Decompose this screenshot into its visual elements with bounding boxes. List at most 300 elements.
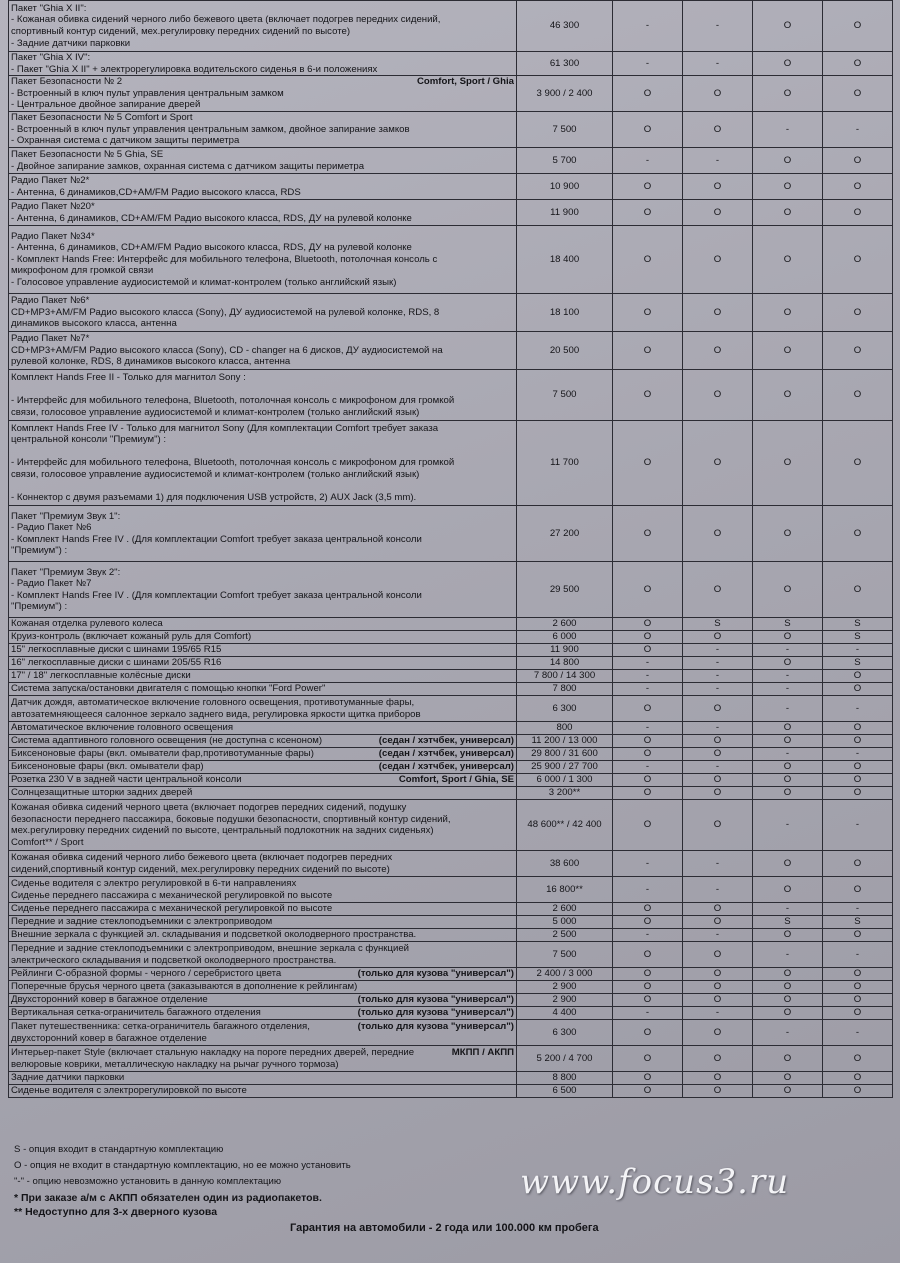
trim-availability-mark: O: [683, 226, 753, 294]
trim-availability-mark: O: [823, 1046, 893, 1072]
trim-availability-mark: S: [823, 916, 893, 929]
trim-availability-mark: -: [613, 1007, 683, 1020]
option-description: Вертикальная сетка-ограничитель багажного отделения: [11, 1007, 261, 1019]
trim-availability-mark: O: [753, 787, 823, 800]
table-row: [9, 851, 893, 877]
trim-availability-mark: O: [753, 52, 823, 76]
option-description: Кожаная отделка рулевого колеса: [11, 618, 163, 630]
option-price: 38 600: [517, 851, 613, 877]
option-note: (седан / хэтчбек, универсал): [378, 761, 514, 773]
option-description-cell: [9, 903, 517, 916]
table-row: [9, 174, 893, 200]
option-price: 18 100: [517, 294, 613, 332]
trim-availability-mark: O: [683, 774, 753, 787]
option-description-cell: [9, 631, 517, 644]
option-description-cell: [9, 1007, 517, 1020]
table-row: [9, 370, 893, 421]
trim-availability-mark: O: [683, 506, 753, 562]
option-price: 7 500: [517, 942, 613, 968]
trim-availability-mark: O: [613, 200, 683, 226]
option-price: 27 200: [517, 506, 613, 562]
trim-availability-mark: S: [823, 631, 893, 644]
trim-availability-mark: O: [613, 76, 683, 112]
trim-availability-mark: O: [613, 748, 683, 761]
trim-availability-mark: O: [613, 506, 683, 562]
option-price: 2 600: [517, 618, 613, 631]
trim-availability-mark: O: [823, 226, 893, 294]
trim-availability-mark: O: [823, 1085, 893, 1098]
trim-availability-mark: O: [613, 916, 683, 929]
table-row: [9, 1072, 893, 1085]
option-price: 2 500: [517, 929, 613, 942]
option-description: Биксеноновые фары (вкл. омыватели фар): [11, 761, 204, 773]
option-description-cell: [9, 506, 517, 562]
table-row: [9, 200, 893, 226]
option-description: Система запуска/остановки двигателя с помощью кнопки "Ford Power": [11, 683, 326, 695]
trim-availability-mark: O: [613, 735, 683, 748]
table-row: [9, 506, 893, 562]
option-price: 2 400 / 3 000: [517, 968, 613, 981]
option-description-cell: [9, 226, 517, 294]
trim-availability-mark: O: [683, 421, 753, 506]
trim-availability-mark: -: [753, 1020, 823, 1046]
trim-availability-mark: O: [823, 787, 893, 800]
trim-availability-mark: O: [613, 903, 683, 916]
option-price: 46 300: [517, 1, 613, 52]
trim-availability-mark: S: [753, 916, 823, 929]
options-table-body: [9, 1, 893, 1098]
option-description: 17" / 18" легкосплавные колёсные диски: [11, 670, 191, 682]
trim-availability-mark: O: [823, 683, 893, 696]
option-description-cell: [9, 112, 517, 148]
option-description: Солнцезащитные шторки задних дверей: [11, 787, 193, 799]
option-description: Пакет "Ghia X II": - Кожаная обивка сидений черного либо бежевого цвета (включает подогрев передних сидений, спортивный контур сидений, мех.регулировку передних сидений по высоте) - Задние датчики парковки: [11, 2, 441, 49]
table-row: [9, 657, 893, 670]
table-row: [9, 332, 893, 370]
trim-availability-mark: O: [823, 1072, 893, 1085]
option-price: 11 200 / 13 000: [517, 735, 613, 748]
option-description-cell: [9, 981, 517, 994]
trim-availability-mark: O: [823, 994, 893, 1007]
table-row: [9, 112, 893, 148]
trim-availability-mark: -: [613, 851, 683, 877]
option-description: Датчик дождя, автоматическое включение головного освещения, противотуманные фары, автозатемняющееся салонное зеркало заднего вида, регулировка яркости щитка приборов: [11, 697, 421, 720]
trim-availability-mark: O: [613, 562, 683, 618]
trim-availability-mark: O: [753, 877, 823, 903]
option-description: Передние и задние стеклоподъемники с электроприводом, внешние зеркала с функцией электрического складывания и подсветкой околодверного пространства.: [11, 943, 410, 966]
option-description: Внешние зеркала с функцией эл. складывания и подсветкой околодверного пространства.: [11, 929, 417, 941]
trim-availability-mark: O: [823, 774, 893, 787]
table-row: [9, 787, 893, 800]
table-row: [9, 774, 893, 787]
trim-availability-mark: -: [613, 929, 683, 942]
option-description-cell: [9, 562, 517, 618]
option-description-cell: [9, 52, 517, 76]
option-description: Сиденье переднего пассажира с механической регулировкой по высоте: [11, 903, 333, 915]
trim-availability-mark: O: [823, 761, 893, 774]
option-price: 48 600** / 42 400: [517, 800, 613, 851]
trim-availability-mark: O: [823, 929, 893, 942]
trim-availability-mark: O: [613, 370, 683, 421]
table-row: [9, 748, 893, 761]
table-row: [9, 735, 893, 748]
trim-availability-mark: O: [753, 1007, 823, 1020]
option-description: Задние датчики парковки: [11, 1072, 125, 1084]
trim-availability-mark: -: [683, 761, 753, 774]
trim-availability-mark: O: [753, 1046, 823, 1072]
option-description: Двухсторонний ковер в багажное отделение: [11, 994, 208, 1006]
trim-availability-mark: O: [753, 994, 823, 1007]
legend-optional: O - опция не входит в стандартную комплектацию, но ее можно установить: [14, 1160, 351, 1171]
trim-availability-mark: -: [613, 722, 683, 735]
table-row: [9, 942, 893, 968]
trim-availability-mark: O: [823, 148, 893, 174]
option-price: 3 900 / 2 400: [517, 76, 613, 112]
trim-availability-mark: -: [613, 1, 683, 52]
option-description: Радио Пакет №2* - Антенна, 6 динамиков,CD+AM/FM Радио высокого класса, RDS: [11, 175, 301, 198]
trim-availability-mark: O: [683, 968, 753, 981]
trim-availability-mark: O: [823, 332, 893, 370]
option-description-cell: [9, 942, 517, 968]
option-description-cell: [9, 877, 517, 903]
trim-availability-mark: O: [753, 774, 823, 787]
trim-availability-mark: O: [753, 631, 823, 644]
trim-availability-mark: -: [683, 657, 753, 670]
option-price: 800: [517, 722, 613, 735]
trim-availability-mark: O: [753, 851, 823, 877]
trim-availability-mark: -: [823, 903, 893, 916]
table-row: [9, 994, 893, 1007]
option-description-cell: [9, 1072, 517, 1085]
trim-availability-mark: O: [753, 294, 823, 332]
trim-availability-mark: O: [753, 968, 823, 981]
table-row: [9, 644, 893, 657]
trim-availability-mark: -: [753, 696, 823, 722]
trim-availability-mark: -: [753, 644, 823, 657]
table-row: [9, 226, 893, 294]
trim-availability-mark: -: [683, 683, 753, 696]
option-description-cell: [9, 76, 517, 112]
option-description: Радио Пакет №34* - Антенна, 6 динамиков, CD+AM/FM Радио высокого класса, RDS, ДУ на рулевой колонке - Комплект Hands Free: Интерфейс для мобильного телефона, Bluetooth, потолочная консоль с микрофоном для громкой связи - Голосовое управление аудиосистемой и климат-контролем (только английский язык): [11, 230, 438, 289]
trim-availability-mark: O: [823, 76, 893, 112]
option-price: 5 700: [517, 148, 613, 174]
trim-availability-mark: O: [823, 294, 893, 332]
option-price: 18 400: [517, 226, 613, 294]
trim-availability-mark: -: [613, 657, 683, 670]
option-description-cell: [9, 851, 517, 877]
trim-availability-mark: O: [613, 981, 683, 994]
trim-availability-mark: O: [683, 294, 753, 332]
option-price: 11 900: [517, 644, 613, 657]
option-note: Comfort, Sport / Ghia: [416, 76, 514, 88]
trim-availability-mark: O: [683, 1020, 753, 1046]
trim-availability-mark: -: [683, 148, 753, 174]
option-description-cell: [9, 1020, 517, 1046]
option-price: 2 600: [517, 903, 613, 916]
trim-availability-mark: -: [683, 1007, 753, 1020]
option-price: 7 500: [517, 112, 613, 148]
table-row: [9, 1046, 893, 1072]
option-note: (только для кузова "универсал"): [357, 994, 514, 1006]
trim-availability-mark: O: [753, 722, 823, 735]
trim-availability-mark: O: [613, 294, 683, 332]
trim-availability-mark: -: [613, 670, 683, 683]
trim-availability-mark: O: [753, 1072, 823, 1085]
option-description: Рейлинги С-образной формы - черного / серебристого цвета: [11, 968, 282, 980]
option-description-cell: [9, 618, 517, 631]
trim-availability-mark: -: [683, 644, 753, 657]
option-price: 11 900: [517, 200, 613, 226]
option-price: 7 800 / 14 300: [517, 670, 613, 683]
option-price: 5 200 / 4 700: [517, 1046, 613, 1072]
trim-availability-mark: O: [753, 981, 823, 994]
trim-availability-mark: -: [753, 800, 823, 851]
trim-availability-mark: O: [613, 226, 683, 294]
option-description: Радио Пакет №7* CD+MP3+AM/FM Радио высокого класса (Sony), CD - changer на 6 дисков, ДУ аудиосистемой на рулевой колонке, RDS, 8 динамиков высокого класса, антенна: [11, 333, 443, 368]
option-price: 3 200**: [517, 787, 613, 800]
option-price: 4 400: [517, 1007, 613, 1020]
trim-availability-mark: O: [753, 1, 823, 52]
option-note: (только для кузова "универсал"): [357, 1007, 514, 1019]
trim-availability-mark: O: [753, 562, 823, 618]
option-description-cell: [9, 787, 517, 800]
table-row: [9, 761, 893, 774]
table-row: [9, 294, 893, 332]
trim-availability-mark: O: [613, 968, 683, 981]
option-description-cell: [9, 1046, 517, 1072]
option-price: 29 500: [517, 562, 613, 618]
option-description-cell: [9, 761, 517, 774]
option-price: 20 500: [517, 332, 613, 370]
table-row: [9, 877, 893, 903]
trim-availability-mark: -: [683, 851, 753, 877]
trim-availability-mark: O: [613, 421, 683, 506]
option-price: 6 000 / 1 300: [517, 774, 613, 787]
trim-availability-mark: O: [683, 696, 753, 722]
trim-availability-mark: O: [613, 332, 683, 370]
option-description-cell: [9, 735, 517, 748]
trim-availability-mark: S: [753, 618, 823, 631]
trim-availability-mark: S: [683, 618, 753, 631]
option-description-cell: [9, 994, 517, 1007]
table-row: [9, 76, 893, 112]
trim-availability-mark: O: [823, 851, 893, 877]
option-description-cell: [9, 800, 517, 851]
trim-availability-mark: O: [683, 200, 753, 226]
trim-availability-mark: -: [823, 748, 893, 761]
option-price: 25 900 / 27 700: [517, 761, 613, 774]
table-row: [9, 52, 893, 76]
trim-availability-mark: O: [683, 994, 753, 1007]
trim-availability-mark: O: [613, 696, 683, 722]
footnote-akpp: * При заказе а/м с АКПП обязателен один из радиопакетов.: [14, 1192, 322, 1204]
warranty-note: Гарантия на автомобили - 2 года или 100.000 км пробега: [290, 1222, 599, 1234]
trim-availability-mark: O: [823, 174, 893, 200]
option-price: 2 900: [517, 981, 613, 994]
table-row: [9, 1020, 893, 1046]
option-description: Интерьер-пакет Style (включает стальную накладку на пороге передних дверей, передние велюровые коврики, металлическую накладку на рычаг ручного тормоза): [11, 1047, 415, 1070]
table-row: [9, 696, 893, 722]
option-description-cell: [9, 1, 517, 52]
table-row: [9, 562, 893, 618]
option-description: Поперечные брусья черного цвета (заказываются в дополнение к рейлингам): [11, 981, 358, 993]
trim-availability-mark: O: [823, 562, 893, 618]
trim-availability-mark: -: [683, 1, 753, 52]
option-description: Пакет Безопасности № 2 - Встроенный в ключ пульт управления центральным замком - Центральное двойное запирание дверей: [11, 76, 284, 111]
trim-availability-mark: O: [823, 968, 893, 981]
trim-availability-mark: O: [683, 1072, 753, 1085]
trim-availability-mark: O: [683, 1046, 753, 1072]
trim-availability-mark: -: [683, 929, 753, 942]
trim-availability-mark: O: [683, 332, 753, 370]
option-description-cell: [9, 657, 517, 670]
option-description-cell: [9, 421, 517, 506]
trim-availability-mark: O: [683, 76, 753, 112]
option-description: Комплект Hands Free II - Только для магнитол Sony : - Интерфейс для мобильного телефона, Bluetooth, потолочная консоль с микрофоном для громкой связи, голосовое управление аудиосистемой и климат-контролем (только английский язык): [11, 372, 455, 418]
footnote-3-door: ** Недоступно для 3-х дверного кузова: [14, 1206, 218, 1218]
trim-availability-mark: O: [823, 735, 893, 748]
option-description: Биксеноновые фары (вкл. омыватели фар,противотуманные фары): [11, 748, 314, 760]
trim-availability-mark: O: [823, 877, 893, 903]
site-watermark: www.focus3.ru: [520, 1162, 790, 1202]
trim-availability-mark: O: [823, 670, 893, 683]
trim-availability-mark: O: [683, 562, 753, 618]
trim-availability-mark: O: [683, 112, 753, 148]
option-price: 2 900: [517, 994, 613, 1007]
table-row: [9, 631, 893, 644]
table-row: [9, 1, 893, 52]
option-price: 14 800: [517, 657, 613, 670]
option-description-cell: [9, 683, 517, 696]
option-price: 61 300: [517, 52, 613, 76]
trim-availability-mark: O: [613, 1020, 683, 1046]
trim-availability-mark: O: [613, 774, 683, 787]
trim-availability-mark: -: [683, 722, 753, 735]
option-description-cell: [9, 916, 517, 929]
option-description: Радио Пакет №6* CD+MP3+AM/FM Радио высокого класса (Sony), ДУ аудиосистемой на рулевой колонке, RDS, 8 динамиков высокого класса, антенна: [11, 295, 440, 330]
option-description-cell: [9, 929, 517, 942]
trim-availability-mark: -: [683, 877, 753, 903]
trim-availability-mark: O: [753, 76, 823, 112]
trim-availability-mark: O: [613, 1085, 683, 1098]
option-note: (только для кузова "универсал"): [357, 1021, 514, 1033]
option-description: Кожаная обивка сидений черного цвета (включает подогрев передних сидений, подушку безопасности переднего пассажира, боковые подушки безопасности, спортивный контур сидений, мех.регулировку передних сидений по высоте, центральный подлокотник на задних сиденьях) Comfort** / Sport: [11, 802, 451, 848]
trim-availability-mark: O: [753, 657, 823, 670]
trim-availability-mark: O: [613, 1072, 683, 1085]
trim-availability-mark: -: [613, 148, 683, 174]
trim-availability-mark: O: [753, 929, 823, 942]
trim-availability-mark: -: [613, 683, 683, 696]
trim-availability-mark: O: [753, 200, 823, 226]
option-description-cell: [9, 644, 517, 657]
trim-availability-mark: O: [753, 735, 823, 748]
trim-availability-mark: O: [683, 748, 753, 761]
option-note: (седан / хэтчбек, универсал): [378, 735, 514, 747]
trim-availability-mark: -: [613, 877, 683, 903]
option-description-cell: [9, 968, 517, 981]
option-description: Пакет "Ghia X IV": - Пакет "Ghia X II" + электрорегулировка водительского сиденья в 6-и положениях: [11, 52, 378, 75]
table-row: [9, 683, 893, 696]
trim-availability-mark: O: [683, 981, 753, 994]
option-description: Пакет Безопасности № 5 Ghia, SE - Двойное запирание замков, охранная система с датчиком защиты периметра: [11, 149, 365, 172]
option-price: 29 800 / 31 600: [517, 748, 613, 761]
trim-availability-mark: -: [613, 52, 683, 76]
trim-availability-mark: O: [683, 370, 753, 421]
trim-availability-mark: O: [823, 722, 893, 735]
trim-availability-mark: O: [683, 1085, 753, 1098]
trim-availability-mark: O: [613, 994, 683, 1007]
trim-availability-mark: O: [823, 421, 893, 506]
legend-standard: S - опция входит в стандартную комплектацию: [14, 1144, 224, 1155]
option-price: 8 800: [517, 1072, 613, 1085]
legend-unavailable: "-" - опцию невозможно установить в данную комплектацию: [14, 1176, 282, 1187]
trim-availability-mark: -: [823, 1020, 893, 1046]
option-price: 11 700: [517, 421, 613, 506]
trim-availability-mark: O: [753, 174, 823, 200]
trim-availability-mark: O: [823, 981, 893, 994]
trim-availability-mark: O: [613, 618, 683, 631]
option-description: Кожаная обивка сидений черного либо бежевого цвета (включает подогрев передних сидений,спортивный контур сидений, мех.регулировку передних сидений по высоте): [11, 852, 393, 875]
trim-availability-mark: O: [683, 735, 753, 748]
option-price: 6 300: [517, 1020, 613, 1046]
option-price: 10 900: [517, 174, 613, 200]
trim-availability-mark: -: [683, 670, 753, 683]
option-description: Пакет Безопасности № 5 Comfort и Sport - Встроенный в ключ пульт управления центральным замком, двойное запирание замков - Охранная система с датчиком защиты периметра: [11, 112, 410, 147]
option-description: Сиденье водителя с электро регулировкой в 6-ти направлениях Сиденье переднего пассажира с механической регулировкой по высоте: [11, 878, 333, 901]
option-description-cell: [9, 174, 517, 200]
trim-availability-mark: O: [613, 644, 683, 657]
option-description-cell: [9, 332, 517, 370]
trim-availability-mark: O: [753, 226, 823, 294]
table-row: [9, 800, 893, 851]
trim-availability-mark: O: [613, 631, 683, 644]
trim-availability-mark: -: [753, 942, 823, 968]
trim-availability-mark: O: [823, 1, 893, 52]
trim-availability-mark: O: [753, 332, 823, 370]
option-price: 7 800: [517, 683, 613, 696]
table-row: [9, 1085, 893, 1098]
option-price: 16 800**: [517, 877, 613, 903]
table-row: [9, 421, 893, 506]
options-price-table: [8, 0, 893, 1098]
trim-availability-mark: O: [683, 916, 753, 929]
table-row: [9, 916, 893, 929]
option-note: (только для кузова "универсал"): [357, 968, 514, 980]
option-price: 6 000: [517, 631, 613, 644]
trim-availability-mark: O: [753, 506, 823, 562]
option-note: МКПП / АКПП: [451, 1047, 514, 1059]
trim-availability-mark: O: [753, 148, 823, 174]
option-description: Радио Пакет №20* - Антенна, 6 динамиков, CD+AM/FM Радио высокого класса, RDS, ДУ на рулевой колонке: [11, 201, 412, 224]
trim-availability-mark: O: [823, 200, 893, 226]
option-description-cell: [9, 722, 517, 735]
trim-availability-mark: -: [823, 942, 893, 968]
table-row: [9, 618, 893, 631]
trim-availability-mark: O: [823, 52, 893, 76]
option-description: Пакет путешественника: сетка-ограничитель багажного отделения, двухсторонний ковер в багажное отделение: [11, 1021, 310, 1044]
trim-availability-mark: -: [823, 644, 893, 657]
trim-availability-mark: O: [683, 631, 753, 644]
option-description-cell: [9, 370, 517, 421]
trim-availability-mark: O: [683, 800, 753, 851]
trim-availability-mark: O: [683, 787, 753, 800]
option-description: Пакет "Премиум Звук 2": - Радио Пакет №7 - Комплект Hands Free IV . (Для комплектации Comfort требует заказа центральной консоли "Премиум") :: [11, 566, 422, 613]
trim-availability-mark: O: [613, 174, 683, 200]
option-description: Комплект Hands Free IV - Только для магнитол Sony (Для комплектации Comfort требует заказа центральной консоли "Премиум") : - Интерфейс для мобильного телефона, Bluetooth, потолочная консоль с микрофоном для громкой связи, голосовое управление аудиосистемой и климат-контролем (только английский язык) - Коннектор с двумя разъемами 1) для подключения USB устройств, 2) AUX Jack (3,5 mm).: [11, 422, 455, 504]
option-description-cell: [9, 696, 517, 722]
option-note: (седан / хэтчбек, универсал): [378, 748, 514, 760]
trim-availability-mark: O: [753, 370, 823, 421]
